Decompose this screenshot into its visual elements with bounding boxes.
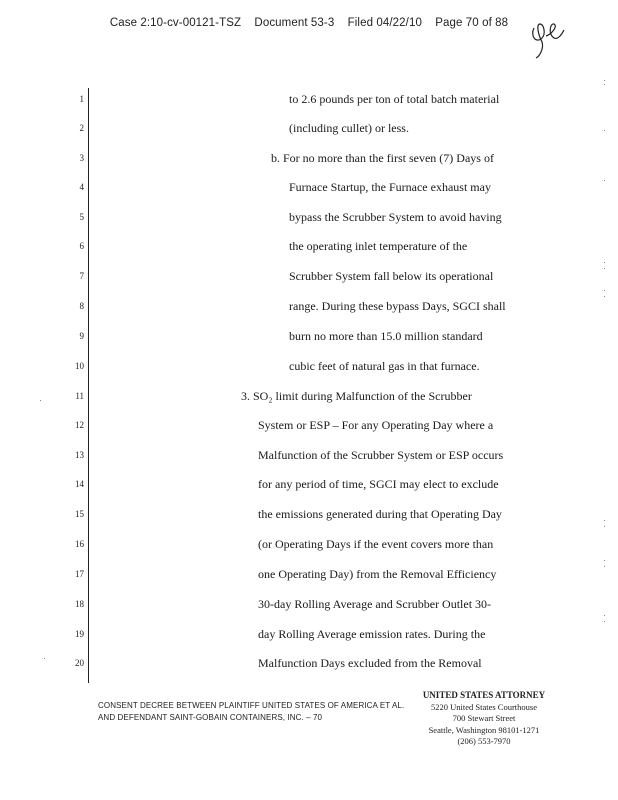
text-line: day Rolling Average emission rates. During the [258, 627, 486, 641]
line-number: 19 [75, 629, 84, 639]
line-number: 18 [75, 599, 84, 609]
caption-line: AND DEFENDANT SAINT-GOBAIN CONTAINERS, INC. – 70 [98, 713, 323, 722]
address-line: 5220 United States Courthouse [430, 701, 537, 712]
line-number: 10 [75, 361, 84, 371]
text-line: the operating inlet temperature of the [289, 239, 468, 253]
text-line: b. For no more than the first seven (7) Days of [271, 151, 494, 165]
line-number: 7 [79, 271, 84, 281]
text-line: Malfunction Days excluded from the Removal [258, 656, 482, 670]
line-number: 14 [75, 479, 84, 489]
text-line: Furnace Startup, the Furnace exhaust may [289, 180, 491, 194]
line-number: 20 [75, 658, 84, 668]
filed-date: Filed 04/22/10 [347, 17, 422, 29]
text-line: (or Operating Days if the event covers more than [258, 537, 494, 551]
line-number: 3 [79, 153, 84, 163]
text-line: one Operating Day) from the Removal Efficiency [258, 567, 497, 581]
handwritten-initials [528, 14, 568, 60]
phone-number: (206) 553-7970 [457, 736, 511, 746]
text-line: (including cullet) or less. [289, 121, 409, 135]
line-number: 6 [79, 241, 84, 251]
line-number: 8 [79, 301, 84, 311]
line-number: 4 [79, 182, 84, 192]
text-line: for any period of time, SGCI may elect to exclude [258, 477, 499, 491]
line-number: 12 [75, 420, 84, 430]
text-line: the emissions generated during that Operating Day [258, 507, 502, 521]
text-line: 30-day Rolling Average and Scrubber Outlet 30- [258, 597, 492, 611]
line-number: 16 [75, 539, 84, 549]
line-number: 1 [79, 94, 84, 104]
line-number: 5 [79, 212, 84, 222]
text-line: burn no more than 15.0 million standard [289, 329, 483, 343]
text-line: System or ESP – For any Operating Day where a [258, 418, 494, 432]
office-name: UNITED STATES ATTORNEY [422, 690, 546, 700]
margin-rule [88, 88, 89, 683]
text-line: range. During these bypass Days, SGCI shall [289, 299, 506, 313]
case-number: Case 2:10-cv-00121-TSZ [109, 17, 242, 29]
text-line: Scrubber System fall below its operational [289, 269, 494, 283]
address-line: Seattle, Washington 98101-1271 [428, 724, 540, 735]
address-line: 700 Stewart Street [452, 713, 516, 723]
footer-caption [98, 700, 404, 724]
line-number: 2 [79, 123, 84, 133]
line-number: 13 [75, 450, 84, 460]
line-number: 17 [75, 569, 84, 579]
case-header [0, 17, 618, 29]
text-line: 3. SO₂ limit during Malfunction of the Scrubber [241, 389, 472, 403]
text-line: to 2.6 pounds per ton of total batch material [289, 92, 500, 106]
line-number: 9 [79, 331, 84, 341]
page-count: Page 70 of 88 [435, 17, 509, 29]
text-line: bypass the Scrubber System to avoid having [289, 210, 502, 224]
caption-line: CONSENT DECREE BETWEEN PLAINTIFF UNITED STATES OF AMERICA ET AL. [98, 701, 405, 710]
line-number: 11 [75, 391, 84, 401]
text-line: cubic feet of natural gas in that furnace. [289, 359, 480, 373]
text-line: Malfunction of the Scrubber System or ESP occurs [258, 448, 504, 462]
line-number: 15 [75, 509, 84, 519]
attorney-address-block [410, 690, 558, 748]
document-number: Document 53-3 [254, 17, 335, 29]
